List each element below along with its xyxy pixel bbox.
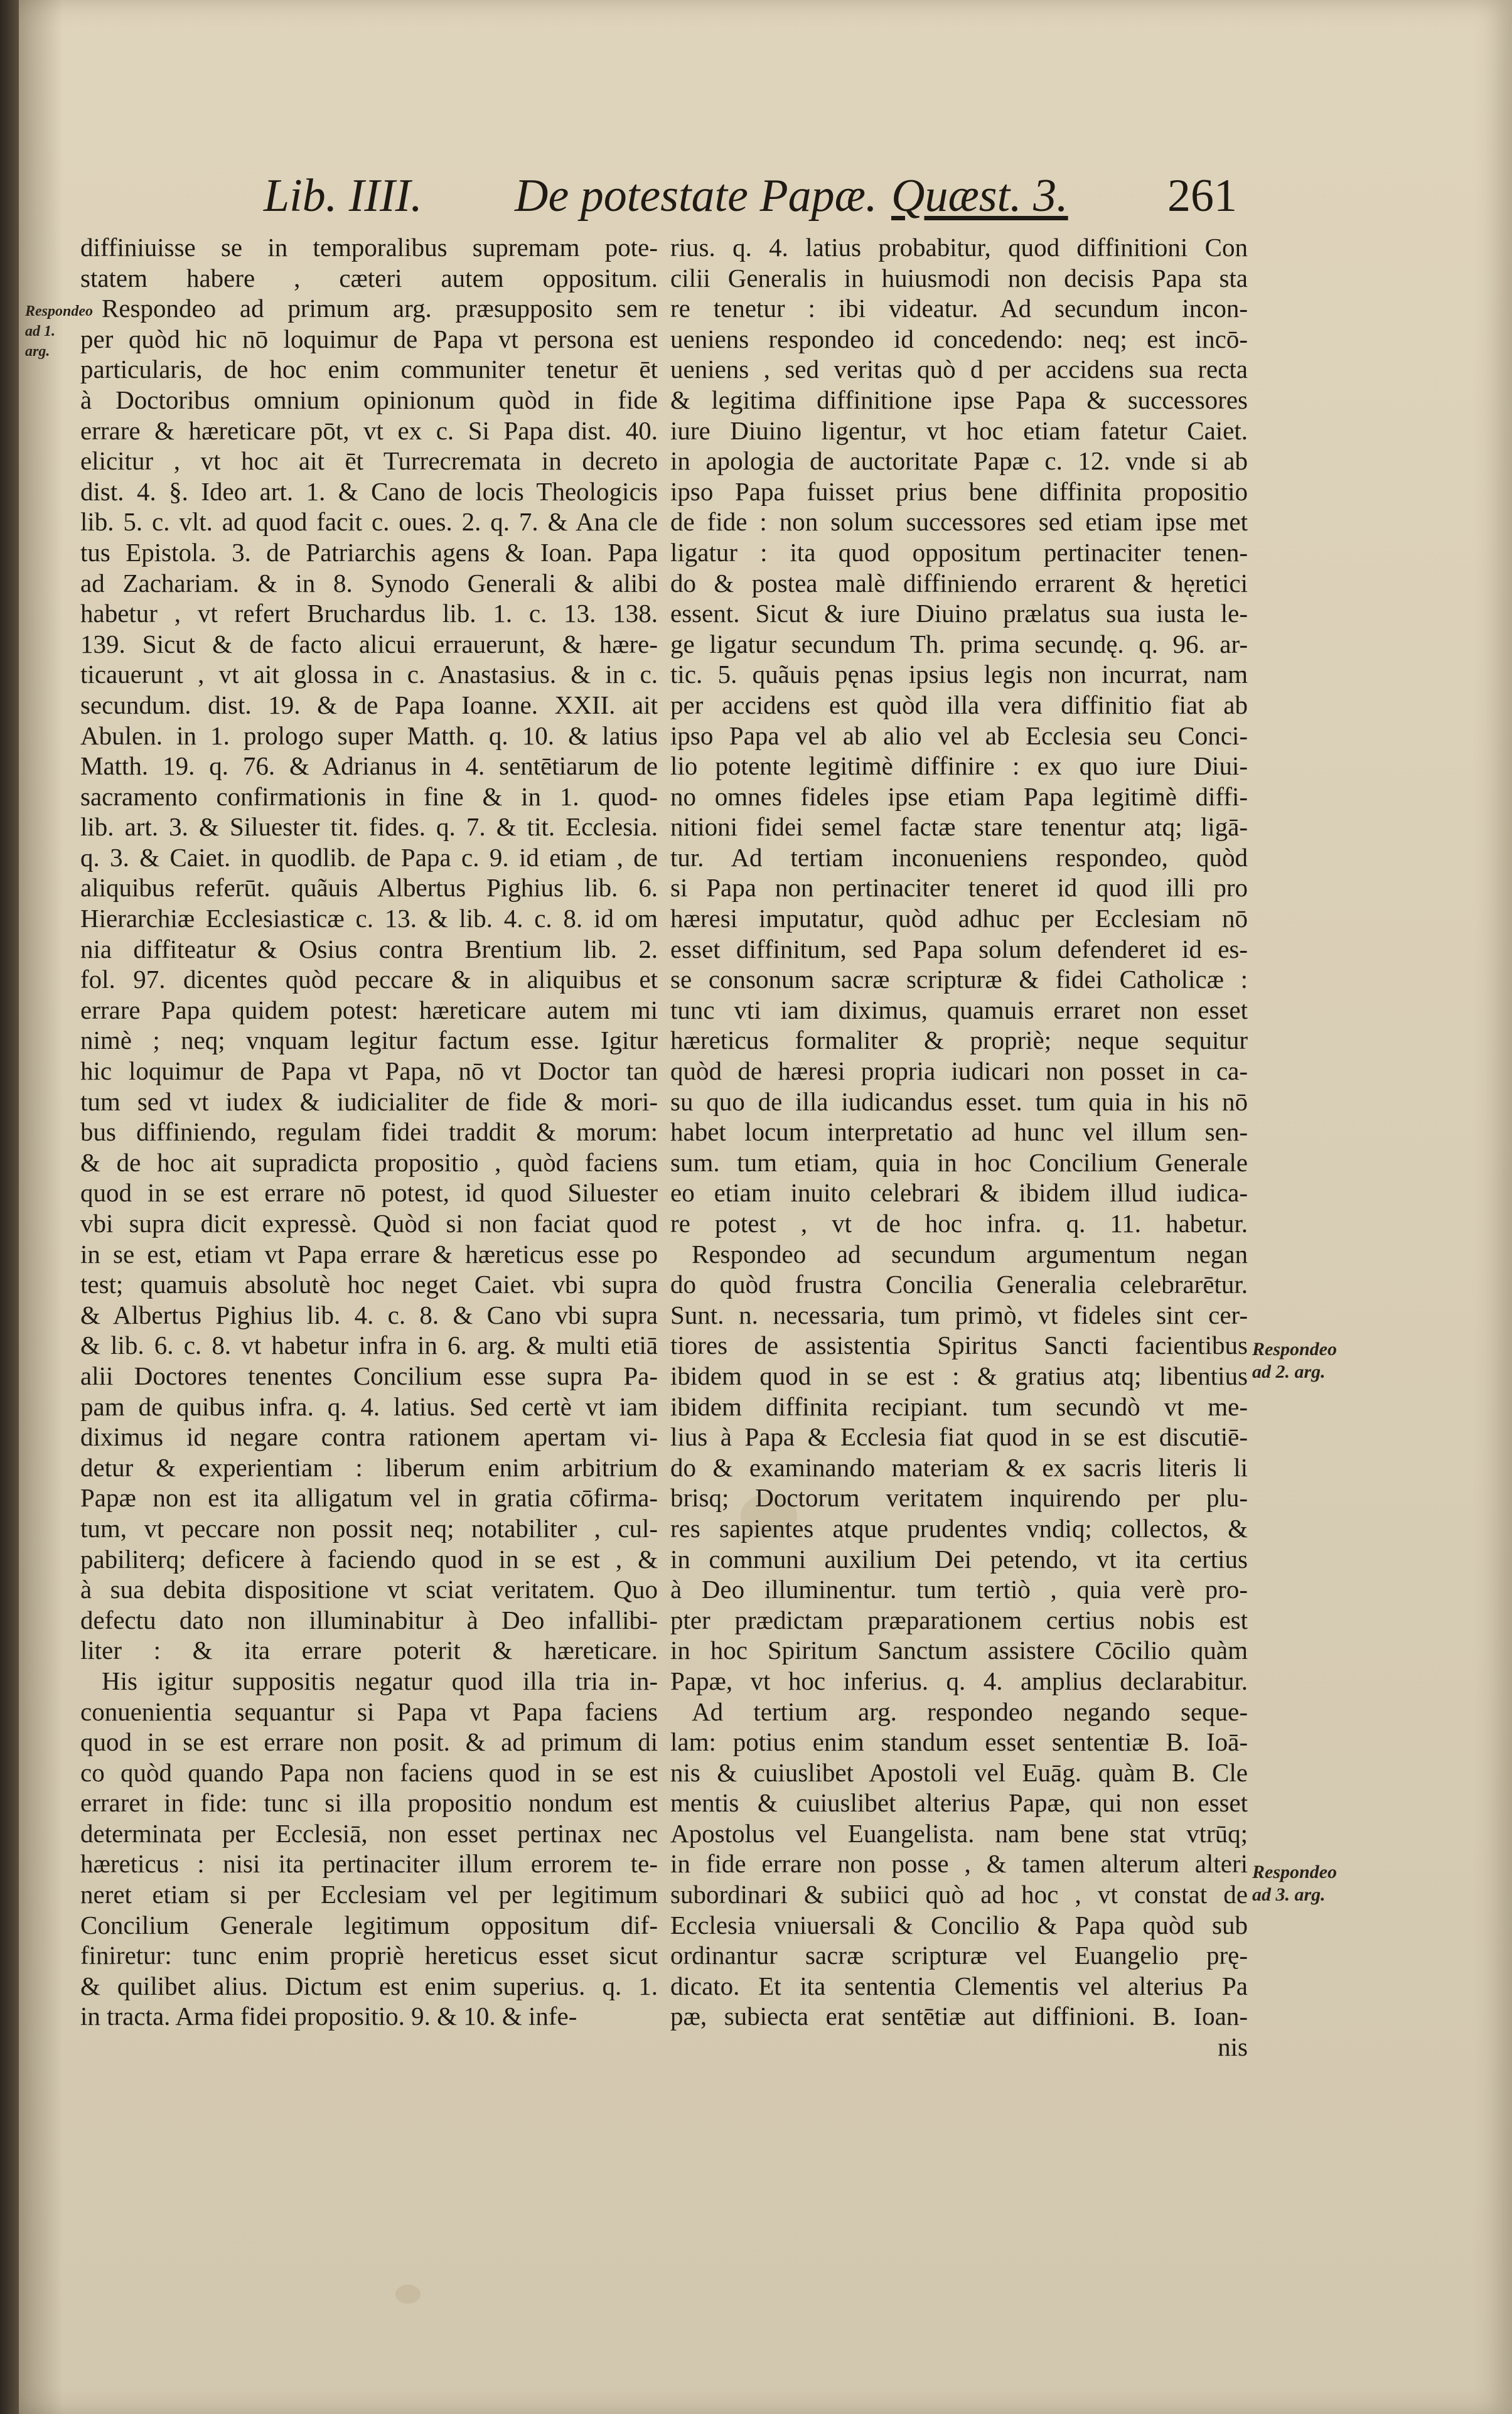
text-line: errare & hæreticare pōt, vt ex c. Si Papa dist. 40. bbox=[80, 416, 658, 445]
text-line: se consonum sacræ scripturæ & fidei Catholicæ : bbox=[670, 965, 1248, 994]
text-line: test; quamuis absolutè hoc neget Caiet. vbi supra bbox=[80, 1270, 658, 1299]
running-header bbox=[264, 169, 1268, 239]
text-line: Papæ non est ita alligatum vel in gratia cōfirma- bbox=[80, 1483, 658, 1513]
text-line: habetur , vt refert Bruchardus lib. 1. c. 13. 138. bbox=[80, 599, 658, 628]
margin-note-line: ad 2. arg. bbox=[1252, 1361, 1326, 1382]
text-line: vbi supra dicit expressè. Quòd si non faciat quod bbox=[80, 1209, 658, 1238]
text-line: rius. q. 4. latius probabitur, quod diffinitioni Con bbox=[670, 233, 1248, 262]
right-text-column bbox=[670, 232, 1248, 2063]
text-line: & lib. 6. c. 8. vt habetur infra in 6. arg. & multi etiā bbox=[80, 1331, 658, 1360]
text-line: eo etiam inuito celebrari & ibidem illud iudica- bbox=[670, 1178, 1248, 1208]
text-line: errare Papa quidem potest: hæreticare autem mi bbox=[80, 995, 658, 1024]
text-line: si Papa non pertinaciter teneret id quod illi pro bbox=[670, 873, 1248, 903]
text-line: sacramento confirmationis in fine & in 1. quod- bbox=[80, 781, 658, 811]
text-line: à Doctoribus omnium opinionum quòd in fide bbox=[80, 385, 658, 414]
paper-stain bbox=[395, 2285, 421, 2304]
text-line: do & examinando materiam & ex sacris literis li bbox=[670, 1452, 1248, 1482]
text-line: Respondeo ad secundum argumentum negan bbox=[692, 1239, 1248, 1269]
text-line: ligatur : ita quod oppositum pertinaciter tenen- bbox=[670, 537, 1248, 567]
text-line: nia diffiteatur & Osius contra Brentium lib. 2. bbox=[80, 934, 658, 963]
text-line: do & postea malè diffiniendo errarent & hęretici bbox=[670, 568, 1248, 598]
text-line: Apostolus vel Euangelista. nam bene stat vtrūq; bbox=[670, 1818, 1248, 1848]
book-gutter bbox=[0, 0, 19, 2414]
text-line: quod in se est errare non posit. & ad primum di bbox=[80, 1727, 658, 1757]
text-line: & de hoc ait supradicta propositio , quòd faciens bbox=[80, 1147, 658, 1177]
margin-note-line: Respondeo bbox=[25, 303, 93, 319]
text-line: ge ligatur secundum Th. prima secundę. q. 96. ar- bbox=[670, 629, 1248, 658]
text-line: hæreticus formaliter & propriè; neque sequitur bbox=[670, 1026, 1248, 1055]
text-line: erraret in fide: tunc si illa propositio nondum est bbox=[80, 1788, 658, 1818]
text-line: statem habere , cæteri autem oppositum. bbox=[80, 263, 658, 292]
text-line: sum. tum etiam, quia in hoc Concilium Generale bbox=[670, 1147, 1248, 1177]
text-line: nis & cuiuslibet Apostoli vel Euāg. quàm B. Cle bbox=[670, 1757, 1248, 1787]
text-line: finiretur: tunc enim propriè hereticus esset sicut bbox=[80, 1941, 658, 1970]
text-line: esset diffinitum, sed Papa solum defenderet id es- bbox=[670, 934, 1248, 963]
page-number: 261 bbox=[1167, 170, 1237, 222]
text-line: elicitur , vt hoc ait ēt Turrecremata in decreto bbox=[80, 446, 658, 476]
text-line: nitioni fidei semel factæ stare tenentur atq; ligā- bbox=[670, 812, 1248, 842]
text-line: à sua debita dispositione vt sciat veritatem. Quo bbox=[80, 1575, 658, 1604]
text-line: dicato. Et ita sententia Clementis vel alterius Pa bbox=[670, 1971, 1248, 2000]
text-line: tic. 5. quãuis pęnas ipsius legis non incurrat, nam bbox=[670, 660, 1248, 689]
text-line: subordinari & subiici quò ad hoc , vt constat de bbox=[670, 1880, 1248, 1909]
text-line: nimè ; neq; vnquam legitur factum esse. Igitur bbox=[80, 1026, 658, 1055]
text-line: detur & experientiam : liberum enim arbitrium bbox=[80, 1452, 658, 1482]
text-line: Hierarchiæ Ecclesiasticæ c. 13. & lib. 4. c. 8. id om bbox=[80, 904, 658, 933]
text-line: tus Epistola. 3. de Patriarchis agens & Ioan. Papa bbox=[80, 537, 658, 567]
margin-note-line: Respondeo bbox=[1252, 1862, 1337, 1882]
header-question: Quæst. 3. bbox=[891, 170, 1068, 222]
text-line: lib. art. 3. & Siluester tit. fides. q. 7. & tit. Ecclesia. bbox=[80, 812, 658, 842]
text-line: Matth. 19. q. 76. & Adrianus in 4. sentētiarum de bbox=[80, 751, 658, 781]
text-line: mentis & cuiuslibet alterius Papæ, qui non esset bbox=[670, 1788, 1248, 1818]
text-line: diffiniuisse se in temporalibus supremam pote- bbox=[80, 233, 658, 262]
text-line: in communi auxilium Dei petendo, vt ita certius bbox=[670, 1544, 1248, 1574]
header-book-number: Lib. IIII. bbox=[264, 170, 422, 222]
margin-note-line: ad 3. arg. bbox=[1252, 1884, 1326, 1905]
text-line: 139. Sicut & de facto alicui errauerunt, & hære- bbox=[80, 629, 658, 658]
text-line: defectu dato non illuminabitur à Deo infallibi- bbox=[80, 1605, 658, 1634]
text-line: ipso Papa vel ab alio vel ab Ecclesia seu Conci- bbox=[670, 721, 1248, 750]
margin-note-left bbox=[25, 301, 93, 362]
text-line: Respondeo ad primum arg. præsupposito sem bbox=[102, 294, 658, 323]
text-line: in hoc Spiritum Sanctum assistere Cōcilio quàm bbox=[670, 1636, 1248, 1665]
text-line: dist. 4. §. Ideo art. 1. & Cano de locis Theologicis bbox=[80, 476, 658, 506]
text-line: re potest , vt de hoc infra. q. 11. habetur. bbox=[670, 1209, 1248, 1238]
text-line: in tracta. Arma fidei propositio. 9. & 10. & infe- bbox=[80, 2002, 577, 2031]
text-line: pam de quibus infra. q. 4. latius. Sed certè vt iam bbox=[80, 1392, 658, 1421]
text-line: determinata per Ecclesiā, non esset pertinax nec bbox=[80, 1818, 658, 1848]
text-line: tiores de assistentia Spiritus Sancti facientibus bbox=[670, 1331, 1248, 1360]
text-line: quod in se est errare nō potest, id quod Siluester bbox=[80, 1178, 658, 1208]
text-line: pabiliterq; deficere à faciendo quod in se est , & bbox=[80, 1544, 658, 1574]
text-line: conuenientia sequantur si Papa vt Papa faciens bbox=[80, 1697, 658, 1726]
text-line: brisq; Doctorum veritatem inquirendo per plu- bbox=[670, 1483, 1248, 1513]
text-line: His igitur suppositis negatur quod illa tria in- bbox=[102, 1666, 658, 1695]
text-line: Papæ, vt hoc inferius. q. 4. amplius declarabitur. bbox=[670, 1666, 1248, 1695]
text-line: iure Diuino ligentur, vt hoc etiam fatetur Caiet. bbox=[670, 416, 1248, 445]
text-line: lam: potius enim standum esset sententiæ B. Ioā- bbox=[670, 1727, 1248, 1757]
text-line: Ecclesia vniuersali & Concilio & Papa quòd sub bbox=[670, 1910, 1248, 1939]
text-line: res sapientes atque prudentes vndiq; collectos, & bbox=[670, 1513, 1248, 1543]
left-text-column bbox=[80, 232, 658, 2032]
text-line: tunc vti iam diximus, quamuis erraret non esset bbox=[670, 995, 1248, 1024]
text-line: tum, vt peccare non possit neq; notabiliter , cul- bbox=[80, 1513, 658, 1543]
text-line: tur. Ad tertiam inconueniens respondeo, quòd bbox=[670, 842, 1248, 872]
text-line: per accidens est quòd illa vera diffinitio fiat ab bbox=[670, 690, 1248, 719]
text-line: bus diffiniendo, regulam fidei traddit & morum: bbox=[80, 1117, 658, 1147]
text-line: do quòd frustra Concilia Generalia celebrarētur. bbox=[670, 1270, 1248, 1299]
text-line: quòd de hæresi propria iudicari non posset in ca- bbox=[670, 1056, 1248, 1086]
margin-note-line: ad 1. arg. bbox=[25, 323, 55, 360]
text-line: lio potente legitimè diffinire : ex quo iure Diui- bbox=[670, 751, 1248, 781]
text-line: neret etiam si per Ecclesiam vel per legitimum bbox=[80, 1880, 658, 1909]
text-line: in fide errare non posse , & tamen alterum alteri bbox=[670, 1849, 1248, 1879]
header-title: De potestate Papæ. bbox=[515, 170, 877, 222]
text-line: ibidem diffinita recipiant. tum secundò vt me- bbox=[670, 1392, 1248, 1421]
text-line: alii Doctores tenentes Concilium esse supra Pa- bbox=[80, 1361, 658, 1390]
text-line: q. 3. & Caiet. in quodlib. de Papa c. 9. id etiam , de bbox=[80, 842, 658, 872]
text-line: liter : & ita errare poterit & hæreticare. bbox=[80, 1636, 658, 1665]
text-line: hic loquimur de Papa vt Papa, nō vt Doctor tan bbox=[80, 1056, 658, 1086]
text-line: lius à Papa & Ecclesia fiat quod in se est discutiē- bbox=[670, 1422, 1248, 1452]
text-line: diximus id negare contra rationem apertam vi- bbox=[80, 1422, 658, 1452]
text-line: ueniens respondeo id concedendo: neq; est incō- bbox=[670, 324, 1248, 353]
text-line: pæ, subiecta erat sentētiæ aut diffinioni. B. Ioan- bbox=[670, 2002, 1248, 2031]
text-line: re tenetur : ibi videatur. Ad secundum incon- bbox=[670, 294, 1248, 323]
margin-note-right-1 bbox=[1252, 1338, 1337, 1383]
text-line: pter prædictam præparationem certius nobis est bbox=[670, 1605, 1248, 1634]
text-line: no omnes fideles ipse etiam Papa legitimè diffi- bbox=[670, 781, 1248, 811]
text-line: habet locum interpretatio ad hunc vel illum sen- bbox=[670, 1117, 1248, 1147]
text-line: Ad tertium arg. respondeo negando seque- bbox=[692, 1697, 1248, 1726]
text-line: Sunt. n. necessaria, tum primò, vt fideles sint cer- bbox=[670, 1300, 1248, 1329]
text-line: hæresi imputatur, quòd adhuc per Ecclesiam nō bbox=[670, 904, 1248, 933]
text-line: Abulen. in 1. prologo super Matth. q. 10. & latius bbox=[80, 721, 658, 750]
text-line: Concilium Generale legitimum oppositum dif- bbox=[80, 1910, 658, 1939]
text-line: aliquibus referūt. quãuis Albertus Pighius lib. 6. bbox=[80, 873, 658, 903]
text-line: nis bbox=[1218, 2032, 1248, 2062]
text-line: ad Zachariam. & in 8. Synodo Generali & alibi bbox=[80, 568, 658, 598]
margin-note-line: Respondeo bbox=[1252, 1339, 1337, 1360]
text-line: fol. 97. dicentes quòd peccare & in aliquibus et bbox=[80, 965, 658, 994]
text-line: ueniens , sed veritas quò d per accidens sua recta bbox=[670, 355, 1248, 384]
text-line: ordinantur sacræ scripturæ vel Euangelio prę- bbox=[670, 1941, 1248, 1970]
text-line: essent. Sicut & iure Diuino prælatus sua iusta le- bbox=[670, 599, 1248, 628]
text-line: in se est, etiam vt Papa errare & hæreticus esse po bbox=[80, 1239, 658, 1269]
text-line: ticauerunt , vt ait glossa in c. Anastasius. & in c. bbox=[80, 660, 658, 689]
text-line: tum sed vt iudex & iudicialiter de fide & mori- bbox=[80, 1086, 658, 1116]
text-line: & Albertus Pighius lib. 4. c. 8. & Cano vbi supra bbox=[80, 1300, 658, 1329]
text-line: ibidem quod in se est : & gratius atq; libentius bbox=[670, 1361, 1248, 1390]
text-line: hæreticus : nisi ita pertinaciter illum errorem te- bbox=[80, 1849, 658, 1879]
text-line: à Deo illuminentur. tum tertiò , quia verè pro- bbox=[670, 1575, 1248, 1604]
text-line: & legitima diffinitione ipse Papa & successores bbox=[670, 385, 1248, 414]
text-line: secundum. dist. 19. & de Papa Ioanne. XXII. ait bbox=[80, 690, 658, 719]
text-line: lib. 5. c. vlt. ad quod facit c. oues. 2. q. 7. & Ana cle bbox=[80, 507, 658, 537]
text-line: cilii Generalis in huiusmodi non decisis Papa sta bbox=[670, 263, 1248, 292]
text-line: & quilibet alius. Dictum est enim superius. q. 1. bbox=[80, 1971, 658, 2000]
text-line: in apologia de auctoritate Papæ c. 12. vnde si ab bbox=[670, 446, 1248, 476]
text-line: de fide : non solum successores sed etiam ipse met bbox=[670, 507, 1248, 537]
text-line: per quòd hic nō loquimur de Papa vt persona est bbox=[80, 324, 658, 353]
text-line: co quòd quando Papa non faciens quod in se est bbox=[80, 1757, 658, 1787]
text-line: particularis, de hoc enim communiter tenetur ēt bbox=[80, 355, 658, 384]
text-line: su quo de illa iudicandus esset. tum quia in his nō bbox=[670, 1086, 1248, 1116]
text-line: ipso Papa fuisset prius bene diffinita propositio bbox=[670, 476, 1248, 506]
margin-note-right-2 bbox=[1252, 1861, 1337, 1906]
